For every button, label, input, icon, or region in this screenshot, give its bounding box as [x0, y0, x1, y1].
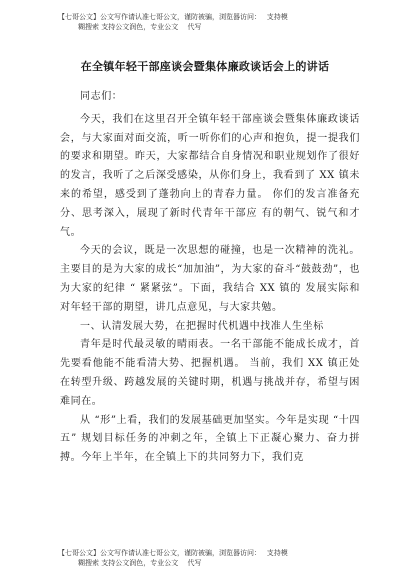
header-note-line-1: 【七哥公文】公文写作请认准七哥公文，谨防被骗，浏览器访问： 支持模 — [58, 13, 288, 21]
footer-watermark-note — [58, 548, 378, 568]
header-note-line-2: 糊搜索 支持公文润色，专业公文 代写 — [78, 23, 202, 31]
paragraph-4: 从 “形”上看，我们的发展基础更加坚实。今年是实现 “十四五” 规划目标任务的冲刺之年，全镇上下正凝心聚力、奋力拼搏。今年上半年，在全镇上下的共同努力下，我们克 — [60, 414, 360, 464]
paragraph-2: 今天的会议，既是一次思想的碰撞，也是一次精神的洗礼。主要目的是为大家的成长“加加油”，为大家的奋斗“鼓鼓劲”，也为大家的纪律 “ 紧紧弦”。下面，我结合 XX 镇的 发展实际和对年轻干部的期望，讲几点意见，与大家共勉。 — [60, 245, 360, 313]
section-heading-1: 一、认清发展大势，在把握时代机遇中找准人生坐标 — [80, 320, 324, 332]
paragraph-3: 青年是时代最灵敏的晴雨表。一名干部能不能成长成才，首先要看他能不能看清大势、把握机遇。 当前，我们 XX 镇正处在转型升级、跨越发展的关键时期，机遇与挑战并存，希望与困难同在。 — [60, 339, 360, 407]
document-body — [60, 88, 360, 468]
footer-note-line-2: 糊搜索 支持公文润色，专业公文 代写 — [78, 559, 202, 567]
salutation: 同志们： — [80, 91, 123, 102]
footer-note-line-1: 【七哥公文】公文写作请认准七哥公文，谨防被骗，浏览器访问： 支持模 — [58, 549, 288, 557]
paragraph-1: 今天，我们在这里召开全镇年轻干部座谈会暨集体廉政谈话会，与大家面对面交流，听一听你们的心声和抱负，提一提我们的要求和期望。昨天，大家都结合自身情况和职业规划作了很好的发言，我听了之后深受感染，从你们身上，我看到了 XX 镇未来的希望，感受到了蓬勃向上的青春力量。 你们的发言准备充分、思考深入，展现了新时代青年干部应 有的朝气、锐气和才气。 — [60, 113, 360, 238]
document-title: 在全镇年轻干部座谈会暨集体廉政谈话会上的讲话 — [80, 60, 330, 73]
header-watermark-note — [58, 12, 378, 32]
